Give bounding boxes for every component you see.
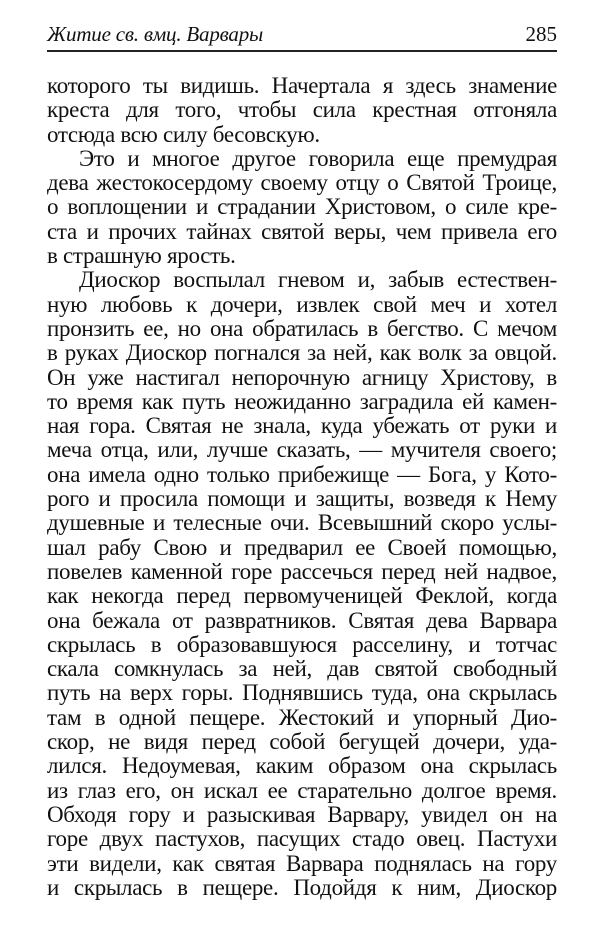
text-line: как некогда перед первомученицей Феклой, когда (47, 583, 557, 609)
text-line: то время как путь неожиданно заградила ей камен- (47, 388, 557, 414)
text-line: Он уже настигал непорочную агницу Христову, в (47, 364, 557, 390)
paragraph (47, 74, 557, 147)
text-line: там в одной пещере. Жестокий и упорный Дио- (47, 704, 557, 730)
text-line: и скрылась в пещере. Подойдя к ним, Диоскор (47, 874, 557, 900)
text-line: ную любовь к дочери, извлек свой меч и хотел (47, 291, 557, 317)
text-line: о воплощении и страдании Христовом, о силе кре- (47, 194, 557, 220)
text-line: горе двух пастухов, пасущих стадо овец. Пастухи (47, 826, 557, 852)
text-line: эти видели, как святая Варвара поднялась на гору (47, 850, 557, 876)
running-title: Житие св. вмц. Варвары (47, 22, 264, 46)
text-line: рого и просила помощи и защиты, возведя к Нему (47, 486, 557, 512)
text-line: путь на верх горы. Поднявшись туда, она скрылась (47, 680, 557, 706)
paragraph (47, 268, 557, 900)
text-line: она бежала от развратников. Святая дева Варвара (47, 607, 557, 633)
text-line: Это и многое другое говорила еще премудрая (79, 145, 557, 171)
text-line: лился. Недоумевая, каким образом она скрылась (47, 753, 557, 779)
running-header (47, 20, 557, 52)
text-line: она имела одно только прибежище — Бога, у Кото- (47, 461, 557, 487)
text-line: в страшную ярость. (47, 243, 236, 269)
text-line: шал рабу Свою и предварил ее Своей помощью, (47, 534, 557, 560)
text-line: повелев каменной горе рассечься перед ней надвое, (47, 558, 557, 584)
text-line: в руках Диоскор погнался за ней, как волк за овцой. (47, 340, 557, 366)
text-line: отсюда всю силу бесовскую. (47, 121, 320, 147)
text-line: которого ты видишь. Начертала я здесь знамение (47, 73, 557, 98)
text-line: дева жестокосердому своему отцу о Святой Троице, (47, 170, 557, 196)
text-line: меча отца, или, лучше сказать, — мучителя своего; (47, 437, 557, 463)
text-line: Диоскор воспылал гневом и, забыв естествен- (79, 267, 557, 293)
text-line: Обходя гору и разыскивая Варвару, увидел он на (47, 801, 557, 827)
text-line: скор, не видя перед собой бегущей дочери, уда- (47, 729, 557, 755)
text-line: пронзить ее, но она обратилась в бегство. С мечом (47, 315, 557, 341)
text-line: ста и прочих тайнах святой веры, чем привела его (47, 218, 557, 244)
text-line: креста для того, чтобы сила крестная отгоняла (47, 97, 557, 123)
text-line: скала сомкнулась за ней, дав святой свободный (47, 656, 557, 682)
text-line: скрылась в образовавшуюся расселину, и тотчас (47, 631, 557, 657)
text-line: из глаз его, он искал ее старательно долгое время. (47, 777, 557, 803)
page-number: 285 (525, 22, 557, 46)
body-text (47, 74, 557, 900)
paragraph (47, 147, 557, 268)
text-line: душевные и телесные очи. Всевышний скоро услы- (47, 510, 557, 536)
text-line: ная гора. Святая не знала, куда убежать от руки и (47, 413, 557, 439)
